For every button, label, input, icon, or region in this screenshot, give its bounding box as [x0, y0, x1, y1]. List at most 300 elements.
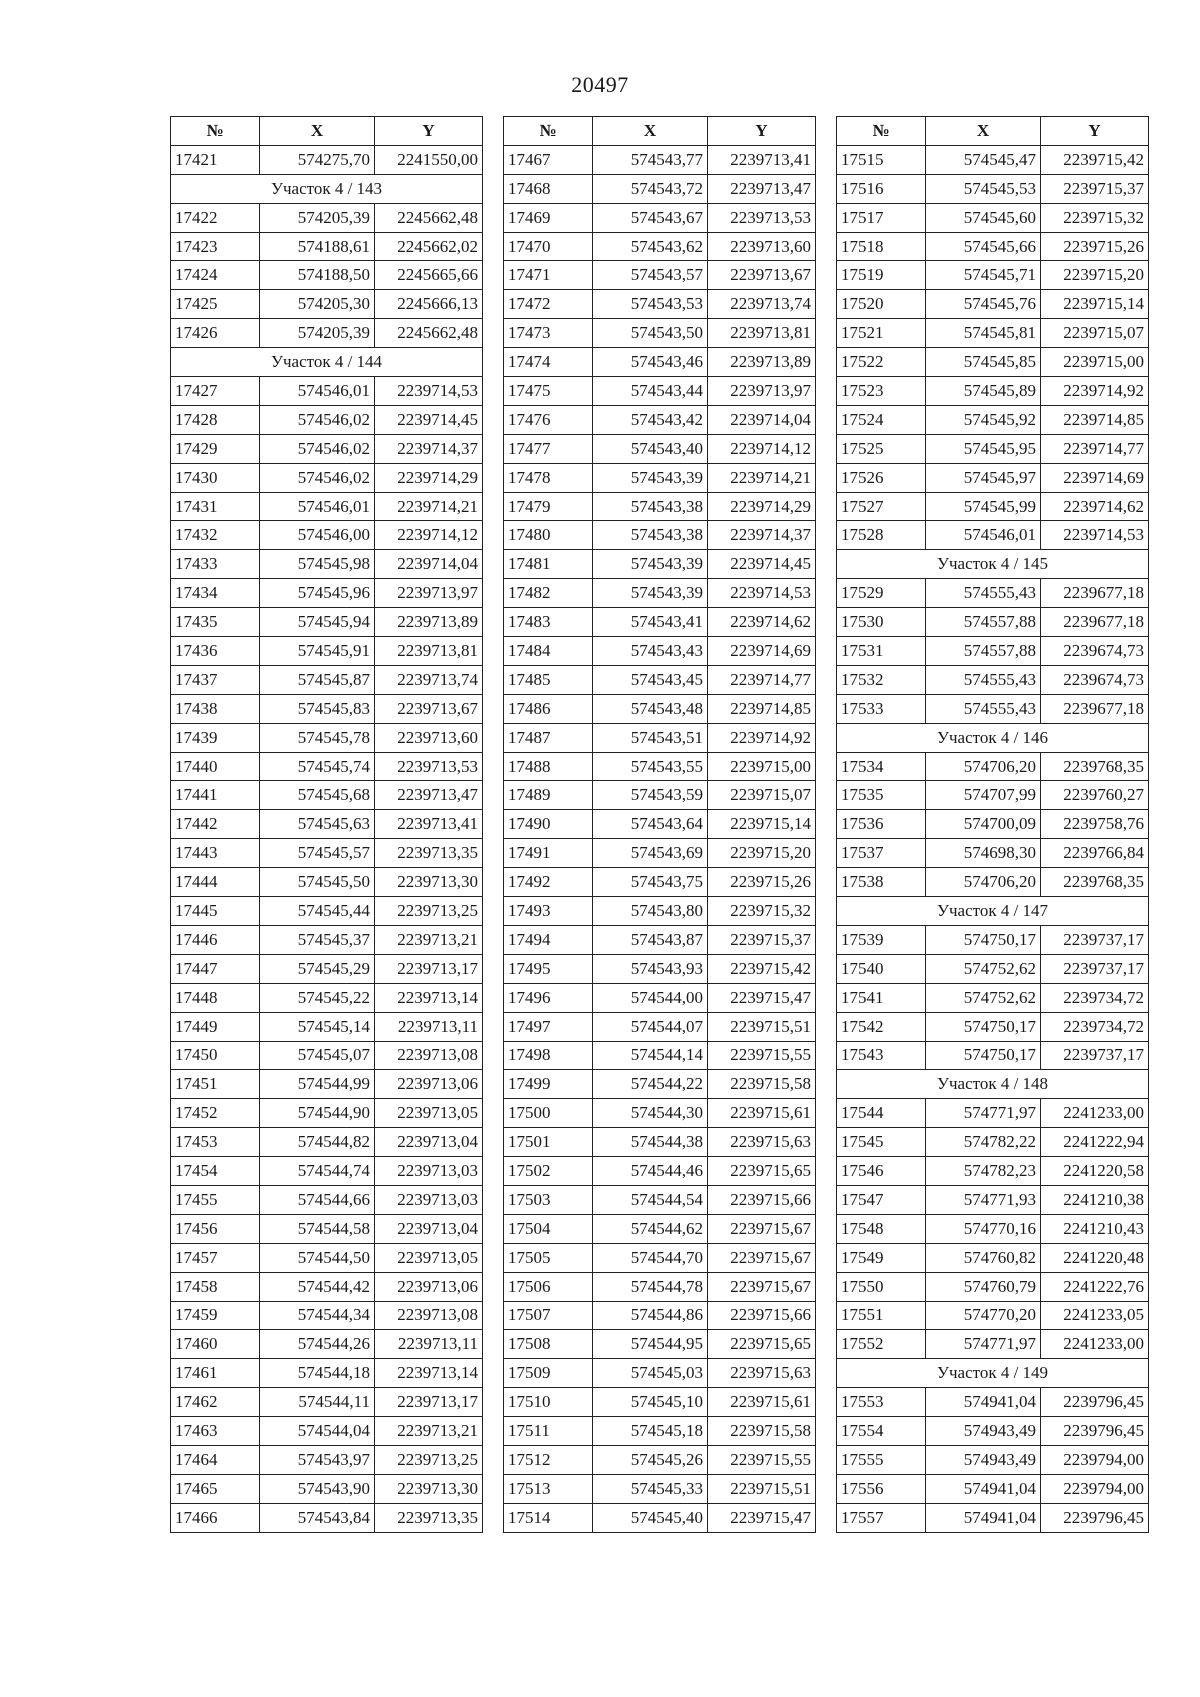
table-row — [171, 752, 483, 781]
column-header-x: X — [593, 117, 708, 146]
y-coordinate-cell: 2239713,30 — [375, 868, 483, 897]
y-coordinate-cell: 2239713,14 — [375, 983, 483, 1012]
y-coordinate-cell: 2245662,48 — [375, 203, 483, 232]
point-number-cell: 17530 — [837, 608, 926, 637]
table-row — [171, 781, 483, 810]
x-coordinate-cell: 574543,67 — [593, 203, 708, 232]
table-row — [504, 1301, 816, 1330]
y-coordinate-cell: 2239713,08 — [375, 1301, 483, 1330]
point-number-cell: 17495 — [504, 954, 593, 983]
x-coordinate-cell: 574545,44 — [260, 897, 375, 926]
table-row — [504, 723, 816, 752]
y-coordinate-cell: 2239713,53 — [708, 203, 816, 232]
x-coordinate-cell: 574545,76 — [926, 290, 1041, 319]
x-coordinate-cell: 574545,95 — [926, 434, 1041, 463]
y-coordinate-cell: 2239714,12 — [375, 521, 483, 550]
point-number-cell: 17519 — [837, 261, 926, 290]
x-coordinate-cell: 574545,14 — [260, 1012, 375, 1041]
y-coordinate-cell: 2239713,67 — [708, 261, 816, 290]
y-coordinate-cell: 2239714,29 — [708, 492, 816, 521]
point-number-cell: 17550 — [837, 1272, 926, 1301]
y-coordinate-cell: 2239794,00 — [1041, 1474, 1149, 1503]
x-coordinate-cell: 574544,30 — [593, 1099, 708, 1128]
table-row — [837, 261, 1149, 290]
point-number-cell: 17425 — [171, 290, 260, 319]
y-coordinate-cell: 2239715,58 — [708, 1417, 816, 1446]
x-coordinate-cell: 574544,54 — [593, 1185, 708, 1214]
x-coordinate-cell: 574546,01 — [260, 377, 375, 406]
y-coordinate-cell: 2239713,41 — [708, 145, 816, 174]
y-coordinate-cell: 2239794,00 — [1041, 1445, 1149, 1474]
y-coordinate-cell: 2239674,73 — [1041, 637, 1149, 666]
y-coordinate-cell: 2239713,81 — [375, 637, 483, 666]
table-row — [837, 810, 1149, 839]
table-row — [171, 492, 483, 521]
y-coordinate-cell: 2239714,69 — [1041, 463, 1149, 492]
y-coordinate-cell: 2239713,60 — [375, 723, 483, 752]
y-coordinate-cell: 2239796,45 — [1041, 1503, 1149, 1532]
x-coordinate-cell: 574706,20 — [926, 868, 1041, 897]
y-coordinate-cell: 2239737,17 — [1041, 925, 1149, 954]
column-header-y: Y — [1041, 117, 1149, 146]
y-coordinate-cell: 2245666,13 — [375, 290, 483, 319]
table-row — [171, 1474, 483, 1503]
point-number-cell: 17439 — [171, 723, 260, 752]
x-coordinate-cell: 574545,03 — [593, 1359, 708, 1388]
table-row — [837, 579, 1149, 608]
x-coordinate-cell: 574771,97 — [926, 1330, 1041, 1359]
point-number-cell: 17497 — [504, 1012, 593, 1041]
y-coordinate-cell: 2239714,53 — [1041, 521, 1149, 550]
table-row — [171, 1330, 483, 1359]
x-coordinate-cell: 574545,98 — [260, 550, 375, 579]
table-row — [171, 637, 483, 666]
point-number-cell: 17427 — [171, 377, 260, 406]
point-number-cell: 17536 — [837, 810, 926, 839]
point-number-cell: 17537 — [837, 839, 926, 868]
table-row — [837, 1099, 1149, 1128]
table-row — [504, 405, 816, 434]
y-coordinate-cell: 2241210,38 — [1041, 1185, 1149, 1214]
table-row — [171, 1214, 483, 1243]
table-row — [837, 781, 1149, 810]
table-row — [837, 1445, 1149, 1474]
point-number-cell: 17435 — [171, 608, 260, 637]
table-row — [171, 868, 483, 897]
point-number-cell: 17549 — [837, 1243, 926, 1272]
x-coordinate-cell: 574544,62 — [593, 1214, 708, 1243]
table-row — [504, 550, 816, 579]
point-number-cell: 17499 — [504, 1070, 593, 1099]
table-row — [171, 579, 483, 608]
x-coordinate-cell: 574545,57 — [260, 839, 375, 868]
x-coordinate-cell: 574544,04 — [260, 1417, 375, 1446]
y-coordinate-cell: 2241233,00 — [1041, 1099, 1149, 1128]
table-row — [837, 1330, 1149, 1359]
point-number-cell: 17447 — [171, 954, 260, 983]
y-coordinate-cell: 2239715,66 — [708, 1301, 816, 1330]
section-row — [837, 1359, 1149, 1388]
y-coordinate-cell: 2239715,14 — [1041, 290, 1149, 319]
y-coordinate-cell: 2239713,74 — [708, 290, 816, 319]
y-coordinate-cell: 2239714,77 — [1041, 434, 1149, 463]
x-coordinate-cell: 574544,18 — [260, 1359, 375, 1388]
point-number-cell: 17545 — [837, 1128, 926, 1157]
y-coordinate-cell: 2239715,32 — [708, 897, 816, 926]
x-coordinate-cell: 574546,02 — [260, 405, 375, 434]
x-coordinate-cell: 574544,78 — [593, 1272, 708, 1301]
y-coordinate-cell: 2239714,21 — [708, 463, 816, 492]
x-coordinate-cell: 574543,64 — [593, 810, 708, 839]
x-coordinate-cell: 574770,16 — [926, 1214, 1041, 1243]
table-row — [504, 1272, 816, 1301]
table-row — [504, 925, 816, 954]
point-number-cell: 17540 — [837, 954, 926, 983]
point-number-cell: 17501 — [504, 1128, 593, 1157]
point-number-cell: 17514 — [504, 1503, 593, 1532]
y-coordinate-cell: 2239714,37 — [708, 521, 816, 550]
x-coordinate-cell: 574544,86 — [593, 1301, 708, 1330]
section-title: Участок 4 / 145 — [837, 550, 1149, 579]
y-coordinate-cell: 2241220,48 — [1041, 1243, 1149, 1272]
table-row — [504, 839, 816, 868]
x-coordinate-cell: 574545,92 — [926, 405, 1041, 434]
point-number-cell: 17506 — [504, 1272, 593, 1301]
column-header-number: № — [837, 117, 926, 146]
table-row — [171, 405, 483, 434]
table-row — [171, 1243, 483, 1272]
point-number-cell: 17456 — [171, 1214, 260, 1243]
table-row — [504, 463, 816, 492]
point-number-cell: 17492 — [504, 868, 593, 897]
y-coordinate-cell: 2239714,85 — [708, 694, 816, 723]
point-number-cell: 17444 — [171, 868, 260, 897]
table-row — [504, 1128, 816, 1157]
table-row — [504, 348, 816, 377]
point-number-cell: 17535 — [837, 781, 926, 810]
x-coordinate-cell: 574543,38 — [593, 521, 708, 550]
point-number-cell: 17493 — [504, 897, 593, 926]
x-coordinate-cell: 574752,62 — [926, 983, 1041, 1012]
y-coordinate-cell: 2239715,51 — [708, 1012, 816, 1041]
y-coordinate-cell: 2239714,37 — [375, 434, 483, 463]
section-title: Участок 4 / 149 — [837, 1359, 1149, 1388]
y-coordinate-cell: 2239713,08 — [375, 1041, 483, 1070]
x-coordinate-cell: 574188,61 — [260, 232, 375, 261]
point-number-cell: 17451 — [171, 1070, 260, 1099]
y-coordinate-cell: 2239713,47 — [375, 781, 483, 810]
x-coordinate-cell: 574941,04 — [926, 1503, 1041, 1532]
x-coordinate-cell: 574555,43 — [926, 665, 1041, 694]
x-coordinate-cell: 574544,95 — [593, 1330, 708, 1359]
table-row — [504, 1388, 816, 1417]
x-coordinate-cell: 574545,78 — [260, 723, 375, 752]
point-number-cell: 17556 — [837, 1474, 926, 1503]
y-coordinate-cell: 2239713,03 — [375, 1185, 483, 1214]
y-coordinate-cell: 2245662,02 — [375, 232, 483, 261]
point-number-cell: 17503 — [504, 1185, 593, 1214]
x-coordinate-cell: 574555,43 — [926, 694, 1041, 723]
x-coordinate-cell: 574205,39 — [260, 203, 375, 232]
table-row — [504, 261, 816, 290]
table-row — [171, 1359, 483, 1388]
section-title: Участок 4 / 146 — [837, 723, 1149, 752]
point-number-cell: 17489 — [504, 781, 593, 810]
point-number-cell: 17526 — [837, 463, 926, 492]
y-coordinate-cell: 2239713,14 — [375, 1359, 483, 1388]
table-row — [504, 1099, 816, 1128]
y-coordinate-cell: 2239713,04 — [375, 1128, 483, 1157]
x-coordinate-cell: 574545,87 — [260, 665, 375, 694]
table-row — [837, 1243, 1149, 1272]
x-coordinate-cell: 574771,93 — [926, 1185, 1041, 1214]
y-coordinate-cell: 2241222,76 — [1041, 1272, 1149, 1301]
y-coordinate-cell: 2239714,45 — [708, 550, 816, 579]
y-coordinate-cell: 2239674,73 — [1041, 665, 1149, 694]
table-row — [171, 954, 483, 983]
point-number-cell: 17453 — [171, 1128, 260, 1157]
point-number-cell: 17430 — [171, 463, 260, 492]
point-number-cell: 17467 — [504, 145, 593, 174]
x-coordinate-cell: 574771,97 — [926, 1099, 1041, 1128]
table-row — [171, 1012, 483, 1041]
x-coordinate-cell: 574543,72 — [593, 174, 708, 203]
point-number-cell: 17423 — [171, 232, 260, 261]
point-number-cell: 17527 — [837, 492, 926, 521]
y-coordinate-cell: 2239713,25 — [375, 1445, 483, 1474]
table-row — [171, 550, 483, 579]
point-number-cell: 17455 — [171, 1185, 260, 1214]
table-row — [837, 377, 1149, 406]
x-coordinate-cell: 574544,22 — [593, 1070, 708, 1099]
point-number-cell: 17544 — [837, 1099, 926, 1128]
x-coordinate-cell: 574543,93 — [593, 954, 708, 983]
section-row — [171, 174, 483, 203]
table-row — [171, 723, 483, 752]
x-coordinate-cell: 574750,17 — [926, 925, 1041, 954]
y-coordinate-cell: 2239715,66 — [708, 1185, 816, 1214]
y-coordinate-cell: 2239713,60 — [708, 232, 816, 261]
y-coordinate-cell: 2239713,81 — [708, 319, 816, 348]
y-coordinate-cell: 2239714,45 — [375, 405, 483, 434]
y-coordinate-cell: 2239715,20 — [1041, 261, 1149, 290]
x-coordinate-cell: 574543,75 — [593, 868, 708, 897]
x-coordinate-cell: 574760,82 — [926, 1243, 1041, 1272]
point-number-cell: 17498 — [504, 1041, 593, 1070]
y-coordinate-cell: 2239713,06 — [375, 1070, 483, 1099]
y-coordinate-cell: 2239714,21 — [375, 492, 483, 521]
point-number-cell: 17551 — [837, 1301, 926, 1330]
x-coordinate-cell: 574545,63 — [260, 810, 375, 839]
point-number-cell: 17494 — [504, 925, 593, 954]
x-coordinate-cell: 574546,02 — [260, 434, 375, 463]
x-coordinate-cell: 574545,50 — [260, 868, 375, 897]
y-coordinate-cell: 2239715,65 — [708, 1157, 816, 1186]
point-number-cell: 17476 — [504, 405, 593, 434]
section-row — [837, 1070, 1149, 1099]
y-coordinate-cell: 2239715,63 — [708, 1128, 816, 1157]
table-row — [504, 1157, 816, 1186]
column-header-x: X — [926, 117, 1041, 146]
table-row — [504, 694, 816, 723]
point-number-cell: 17473 — [504, 319, 593, 348]
table-row — [171, 290, 483, 319]
table-row — [837, 1388, 1149, 1417]
table-row — [504, 1503, 816, 1532]
x-coordinate-cell: 574543,77 — [593, 145, 708, 174]
point-number-cell: 17475 — [504, 377, 593, 406]
x-coordinate-cell: 574941,04 — [926, 1388, 1041, 1417]
y-coordinate-cell: 2239715,65 — [708, 1330, 816, 1359]
point-number-cell: 17509 — [504, 1359, 593, 1388]
table-row — [171, 1445, 483, 1474]
table-row — [837, 608, 1149, 637]
y-coordinate-cell: 2245665,66 — [375, 261, 483, 290]
table-row — [837, 290, 1149, 319]
x-coordinate-cell: 574545,94 — [260, 608, 375, 637]
table-row — [171, 1157, 483, 1186]
x-coordinate-cell: 574543,51 — [593, 723, 708, 752]
point-number-cell: 17529 — [837, 579, 926, 608]
table-row — [837, 463, 1149, 492]
y-coordinate-cell: 2239713,11 — [375, 1330, 483, 1359]
table-header-row — [504, 117, 816, 146]
point-number-cell: 17479 — [504, 492, 593, 521]
table-row — [171, 1041, 483, 1070]
table-row — [504, 434, 816, 463]
x-coordinate-cell: 574543,46 — [593, 348, 708, 377]
point-number-cell: 17505 — [504, 1243, 593, 1272]
y-coordinate-cell: 2239715,67 — [708, 1272, 816, 1301]
x-coordinate-cell: 574545,18 — [593, 1417, 708, 1446]
point-number-cell: 17548 — [837, 1214, 926, 1243]
column-header-x: X — [260, 117, 375, 146]
y-coordinate-cell: 2239677,18 — [1041, 608, 1149, 637]
y-coordinate-cell: 2239737,17 — [1041, 954, 1149, 983]
y-coordinate-cell: 2239768,35 — [1041, 752, 1149, 781]
y-coordinate-cell: 2239714,62 — [1041, 492, 1149, 521]
y-coordinate-cell: 2239713,30 — [375, 1474, 483, 1503]
point-number-cell: 17454 — [171, 1157, 260, 1186]
x-coordinate-cell: 574544,42 — [260, 1272, 375, 1301]
x-coordinate-cell: 574546,01 — [926, 521, 1041, 550]
table-row — [171, 694, 483, 723]
point-number-cell: 17436 — [171, 637, 260, 666]
point-number-cell: 17520 — [837, 290, 926, 319]
point-number-cell: 17432 — [171, 521, 260, 550]
x-coordinate-cell: 574543,59 — [593, 781, 708, 810]
x-coordinate-cell: 574545,47 — [926, 145, 1041, 174]
point-number-cell: 17491 — [504, 839, 593, 868]
column-header-y: Y — [708, 117, 816, 146]
point-number-cell: 17429 — [171, 434, 260, 463]
y-coordinate-cell: 2239714,04 — [708, 405, 816, 434]
x-coordinate-cell: 574545,53 — [926, 174, 1041, 203]
x-coordinate-cell: 574545,68 — [260, 781, 375, 810]
table-row — [171, 665, 483, 694]
x-coordinate-cell: 574545,26 — [593, 1445, 708, 1474]
point-number-cell: 17524 — [837, 405, 926, 434]
point-number-cell: 17457 — [171, 1243, 260, 1272]
point-number-cell: 17557 — [837, 1503, 926, 1532]
table-row — [171, 203, 483, 232]
x-coordinate-cell: 574750,17 — [926, 1041, 1041, 1070]
point-number-cell: 17547 — [837, 1185, 926, 1214]
y-coordinate-cell: 2239714,29 — [375, 463, 483, 492]
y-coordinate-cell: 2239715,00 — [708, 752, 816, 781]
y-coordinate-cell: 2239796,45 — [1041, 1388, 1149, 1417]
table-row — [837, 954, 1149, 983]
x-coordinate-cell: 574543,55 — [593, 752, 708, 781]
point-number-cell: 17542 — [837, 1012, 926, 1041]
point-number-cell: 17459 — [171, 1301, 260, 1330]
table-row — [171, 319, 483, 348]
section-title: Участок 4 / 148 — [837, 1070, 1149, 1099]
y-coordinate-cell: 2239715,00 — [1041, 348, 1149, 377]
x-coordinate-cell: 574557,88 — [926, 608, 1041, 637]
x-coordinate-cell: 574544,34 — [260, 1301, 375, 1330]
point-number-cell: 17525 — [837, 434, 926, 463]
point-number-cell: 17477 — [504, 434, 593, 463]
point-number-cell: 17522 — [837, 348, 926, 377]
x-coordinate-cell: 574544,90 — [260, 1099, 375, 1128]
y-coordinate-cell: 2241550,00 — [375, 145, 483, 174]
y-coordinate-cell: 2239714,62 — [708, 608, 816, 637]
y-coordinate-cell: 2239715,32 — [1041, 203, 1149, 232]
y-coordinate-cell: 2239714,53 — [375, 377, 483, 406]
table-row — [504, 1070, 816, 1099]
table-row — [504, 174, 816, 203]
table-row — [504, 579, 816, 608]
x-coordinate-cell: 574544,58 — [260, 1214, 375, 1243]
table-row — [171, 983, 483, 1012]
table-row — [504, 1214, 816, 1243]
table-row — [504, 1185, 816, 1214]
table-row — [504, 810, 816, 839]
x-coordinate-cell: 574545,81 — [926, 319, 1041, 348]
x-coordinate-cell: 574545,97 — [926, 463, 1041, 492]
x-coordinate-cell: 574543,53 — [593, 290, 708, 319]
table-row — [837, 1272, 1149, 1301]
section-title: Участок 4 / 144 — [171, 348, 483, 377]
point-number-cell: 17463 — [171, 1417, 260, 1446]
point-number-cell: 17534 — [837, 752, 926, 781]
y-coordinate-cell: 2239715,42 — [708, 954, 816, 983]
point-number-cell: 17443 — [171, 839, 260, 868]
x-coordinate-cell: 574545,22 — [260, 983, 375, 1012]
point-number-cell: 17465 — [171, 1474, 260, 1503]
x-coordinate-cell: 574543,69 — [593, 839, 708, 868]
x-coordinate-cell: 574543,44 — [593, 377, 708, 406]
y-coordinate-cell: 2239715,26 — [708, 868, 816, 897]
point-number-cell: 17442 — [171, 810, 260, 839]
y-coordinate-cell: 2239713,35 — [375, 839, 483, 868]
x-coordinate-cell: 574543,80 — [593, 897, 708, 926]
y-coordinate-cell: 2239714,92 — [1041, 377, 1149, 406]
y-coordinate-cell: 2239714,04 — [375, 550, 483, 579]
y-coordinate-cell: 2239714,85 — [1041, 405, 1149, 434]
x-coordinate-cell: 574544,00 — [593, 983, 708, 1012]
x-coordinate-cell: 574545,96 — [260, 579, 375, 608]
point-number-cell: 17518 — [837, 232, 926, 261]
point-number-cell: 17515 — [837, 145, 926, 174]
table-row — [504, 868, 816, 897]
point-number-cell: 17554 — [837, 1417, 926, 1446]
point-number-cell: 17474 — [504, 348, 593, 377]
table-row — [837, 434, 1149, 463]
x-coordinate-cell: 574546,01 — [260, 492, 375, 521]
table-row — [837, 203, 1149, 232]
